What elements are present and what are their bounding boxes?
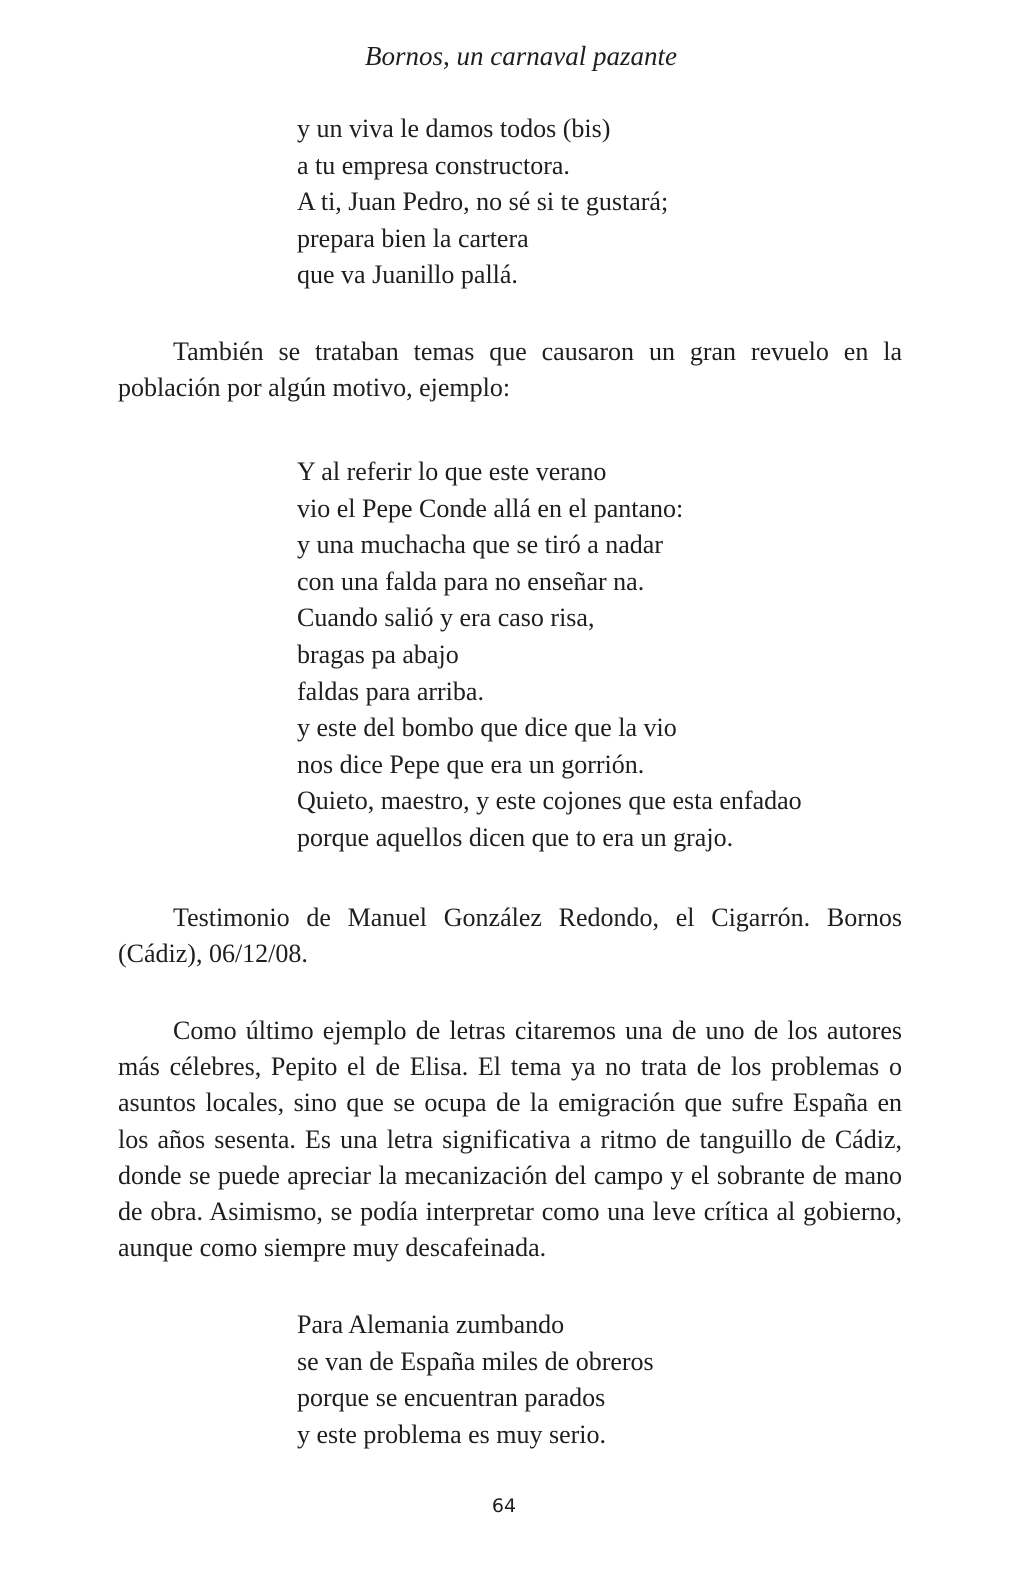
verse-line: bragas pa abajo: [297, 639, 459, 669]
paragraph-emigration: Como último ejemplo de letras citaremos una de uno de los autores más célebres, Pepito el de Elisa. El tema ya no trata de los problemas o asuntos locales, sino que se ocupa de la emigración que sufre España en los años sesenta. Es una letra significativa a ritmo de tanguillo de Cádiz, donde se puede apreciar la mecanización del campo y el sobrante de mano de obra. Asimismo, se podía interpretar como una leve crítica al gobierno, aunque como siempre muy descafeinada.: [118, 1016, 902, 1263]
verse-line: y una muchacha que se tiró a nadar: [297, 530, 664, 560]
verse-line: porque se encuentran parados: [297, 1383, 606, 1413]
verse-line: nos dice Pepe que era un gorrión.: [297, 749, 645, 779]
verse-block-1: [297, 111, 668, 294]
verse-line: vio el Pepe Conde allá en el pantano:: [297, 493, 684, 523]
verse-line: que va Juanillo pallá.: [297, 260, 518, 290]
verse-line: y este problema es muy serio.: [297, 1419, 607, 1449]
verse-line: a tu empresa constructora.: [297, 150, 570, 180]
paragraph-topics: También se trataban temas que causaron un gran revuelo en la población por algún motivo, ejemplo:: [118, 337, 902, 403]
verse-block-3: [297, 1307, 654, 1453]
running-header: Bornos, un carnaval pazante: [365, 41, 677, 71]
verse-line: se van de España miles de obreros: [297, 1346, 654, 1376]
verse-line: faldas para arriba.: [297, 676, 484, 706]
verse-line: Para Alemania zumbando: [297, 1310, 565, 1339]
verse-block-2: [297, 454, 802, 857]
verse-line: prepara bien la cartera: [297, 223, 529, 253]
verse-line: Y al referir lo que este verano: [297, 457, 607, 486]
verse-line: A ti, Juan Pedro, no sé si te gustará;: [297, 187, 669, 217]
verse-line: porque aquellos dicen que to era un grajo.: [297, 822, 734, 852]
verse-line: y un viva le damos todos (bis): [297, 114, 611, 143]
verse-line: con una falda para no enseñar na.: [297, 566, 645, 596]
paragraph-testimony: Testimonio de Manuel González Redondo, el Cigarrón. Bornos (Cádiz), 06/12/08.: [118, 903, 902, 969]
page-number: 64: [491, 1495, 517, 1517]
verse-line: Quieto, maestro, y este cojones que esta enfadao: [297, 786, 802, 816]
verse-line: Cuando salió y era caso risa,: [297, 603, 595, 633]
verse-line: y este del bombo que dice que la vio: [297, 713, 677, 743]
